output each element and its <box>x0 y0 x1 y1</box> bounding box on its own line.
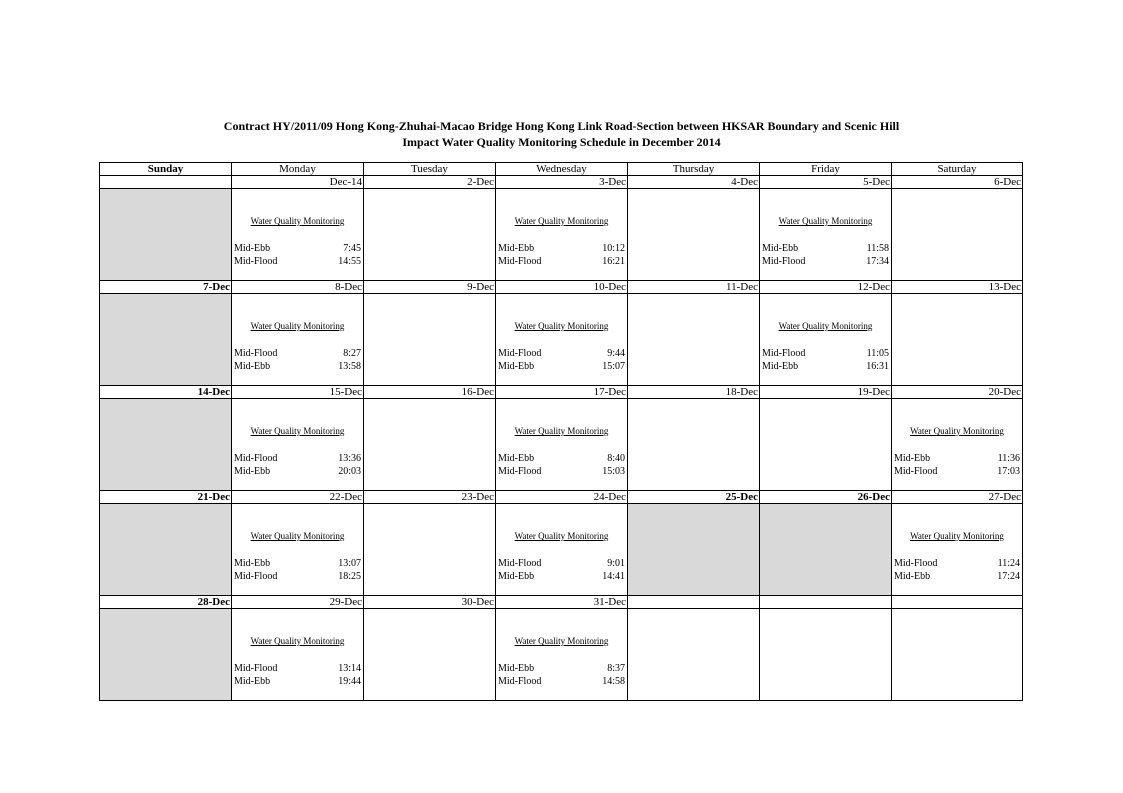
day-cell <box>364 609 496 701</box>
date-cell: 22-Dec <box>232 491 364 504</box>
day-cell <box>892 189 1023 281</box>
weekday-header-row <box>100 163 1023 176</box>
tide-time: 9:44 <box>607 348 625 359</box>
tide-name: Mid-Ebb <box>498 361 535 372</box>
weekday-header-monday: Monday <box>232 163 364 176</box>
tide-time: 11:58 <box>866 243 889 254</box>
date-cell: 20-Dec <box>892 386 1023 399</box>
monitoring-label: Water Quality Monitoring <box>250 531 345 541</box>
date-cell: 13-Dec <box>892 281 1023 294</box>
date-cell: 31-Dec <box>496 596 628 609</box>
tide-name: Mid-Ebb <box>234 361 271 372</box>
tide-row <box>234 570 361 583</box>
day-cell <box>760 189 892 281</box>
date-cell <box>100 176 232 189</box>
tide-row <box>234 360 361 373</box>
date-cell: 30-Dec <box>364 596 496 609</box>
monitoring-label: Water Quality Monitoring <box>778 216 873 226</box>
day-cell <box>364 504 496 596</box>
date-cell: 19-Dec <box>760 386 892 399</box>
tide-name: Mid-Ebb <box>234 466 271 477</box>
day-cell <box>100 399 232 491</box>
monitoring-label: Water Quality Monitoring <box>250 216 345 226</box>
monitoring-label: Water Quality Monitoring <box>910 531 1004 541</box>
tide-name: Mid-Flood <box>894 558 938 569</box>
weekday-header-thursday: Thursday <box>628 163 760 176</box>
tide-time: 11:05 <box>866 348 889 359</box>
tide-row <box>894 557 1020 570</box>
tide-time: 13:07 <box>338 558 361 569</box>
tide-row <box>498 255 625 268</box>
monitoring-label: Water Quality Monitoring <box>778 321 873 331</box>
monitoring-label: Water Quality Monitoring <box>250 636 345 646</box>
document-subtitle: Impact Water Quality Monitoring Schedule in December 2014 <box>402 135 721 149</box>
tide-time: 16:31 <box>866 361 889 372</box>
date-cell: 29-Dec <box>232 596 364 609</box>
day-cell <box>892 399 1023 491</box>
tide-name: Mid-Flood <box>498 466 542 477</box>
week-body-row <box>100 189 1023 281</box>
day-cell <box>232 294 364 386</box>
tide-time: 13:14 <box>338 663 361 674</box>
date-cell: 23-Dec <box>364 491 496 504</box>
week-date-row <box>100 176 1023 189</box>
week-body-row <box>100 399 1023 491</box>
date-cell <box>628 596 760 609</box>
date-cell: 2-Dec <box>364 176 496 189</box>
tide-name: Mid-Ebb <box>498 243 535 254</box>
tide-name: Mid-Flood <box>498 676 542 687</box>
weekday-header-wednesday: Wednesday <box>496 163 628 176</box>
date-cell: 6-Dec <box>892 176 1023 189</box>
date-cell: 24-Dec <box>496 491 628 504</box>
day-cell <box>760 504 892 596</box>
tide-row <box>762 347 889 360</box>
date-cell: 21-Dec <box>100 491 232 504</box>
tide-name: Mid-Flood <box>234 571 278 582</box>
tide-time: 17:24 <box>997 571 1020 582</box>
tide-name: Mid-Ebb <box>498 663 535 674</box>
day-cell <box>892 609 1023 701</box>
day-cell <box>628 609 760 701</box>
tide-row <box>894 465 1020 478</box>
monitoring-label: Water Quality Monitoring <box>250 321 345 331</box>
date-cell <box>892 596 1023 609</box>
tide-name: Mid-Ebb <box>234 243 271 254</box>
date-cell: 26-Dec <box>760 491 892 504</box>
date-cell: 28-Dec <box>100 596 232 609</box>
tide-row <box>234 242 361 255</box>
weekday-header-tuesday: Tuesday <box>364 163 496 176</box>
tide-row <box>498 675 625 688</box>
tide-row <box>234 662 361 675</box>
week-body-row <box>100 504 1023 596</box>
tide-time: 17:03 <box>997 466 1020 477</box>
week-body-row <box>100 294 1023 386</box>
tide-row <box>894 570 1020 583</box>
day-cell <box>496 609 628 701</box>
date-cell: 16-Dec <box>364 386 496 399</box>
tide-name: Mid-Flood <box>234 256 278 267</box>
date-cell: 8-Dec <box>232 281 364 294</box>
date-cell: 27-Dec <box>892 491 1023 504</box>
tide-name: Mid-Flood <box>234 348 278 359</box>
tide-time: 8:37 <box>607 663 625 674</box>
tide-time: 13:36 <box>338 453 361 464</box>
date-cell: 9-Dec <box>364 281 496 294</box>
tide-row <box>498 347 625 360</box>
tide-row <box>234 255 361 268</box>
day-cell <box>892 294 1023 386</box>
day-cell <box>760 609 892 701</box>
day-cell <box>628 399 760 491</box>
calendar-table <box>99 162 1023 701</box>
day-cell <box>628 189 760 281</box>
day-cell <box>364 399 496 491</box>
tide-name: Mid-Ebb <box>234 676 271 687</box>
tide-name: Mid-Flood <box>498 348 542 359</box>
date-cell: 18-Dec <box>628 386 760 399</box>
week-date-row <box>100 596 1023 609</box>
tide-row <box>762 242 889 255</box>
week-body-row <box>100 609 1023 701</box>
tide-row <box>234 452 361 465</box>
day-cell <box>100 504 232 596</box>
day-cell <box>100 294 232 386</box>
tide-time: 15:07 <box>602 361 625 372</box>
tide-time: 14:41 <box>602 571 625 582</box>
date-cell: 12-Dec <box>760 281 892 294</box>
tide-time: 11:36 <box>997 453 1020 464</box>
day-cell <box>760 399 892 491</box>
tide-row <box>498 570 625 583</box>
monitoring-label: Water Quality Monitoring <box>910 426 1004 436</box>
tide-name: Mid-Ebb <box>894 571 931 582</box>
day-cell <box>628 504 760 596</box>
tide-time: 14:58 <box>602 676 625 687</box>
week-date-row <box>100 491 1023 504</box>
monitoring-label: Water Quality Monitoring <box>514 636 609 646</box>
monitoring-label: Water Quality Monitoring <box>514 321 609 331</box>
day-cell <box>100 189 232 281</box>
date-cell: 3-Dec <box>496 176 628 189</box>
tide-name: Mid-Flood <box>498 558 542 569</box>
day-cell <box>232 399 364 491</box>
tide-row <box>498 557 625 570</box>
monitoring-label: Water Quality Monitoring <box>514 426 609 436</box>
day-cell <box>100 609 232 701</box>
tide-row <box>498 452 625 465</box>
day-cell <box>628 294 760 386</box>
weekday-header-sunday: Sunday <box>100 163 232 176</box>
date-cell: Dec-14 <box>232 176 364 189</box>
date-cell: 15-Dec <box>232 386 364 399</box>
date-cell: 7-Dec <box>100 281 232 294</box>
tide-time: 18:25 <box>338 571 361 582</box>
day-cell <box>496 399 628 491</box>
day-cell <box>232 189 364 281</box>
tide-time: 13:58 <box>338 361 361 372</box>
tide-row <box>498 242 625 255</box>
weekday-header-friday: Friday <box>760 163 892 176</box>
week-date-row <box>100 281 1023 294</box>
day-cell <box>496 189 628 281</box>
tide-row <box>234 557 361 570</box>
tide-time: 17:34 <box>866 256 889 267</box>
date-cell: 5-Dec <box>760 176 892 189</box>
week-date-row <box>100 386 1023 399</box>
date-cell: 10-Dec <box>496 281 628 294</box>
tide-time: 15:03 <box>602 466 625 477</box>
tide-name: Mid-Flood <box>762 348 806 359</box>
tide-name: Mid-Ebb <box>498 453 535 464</box>
date-cell: 11-Dec <box>628 281 760 294</box>
tide-time: 10:12 <box>602 243 625 254</box>
tide-name: Mid-Ebb <box>762 243 799 254</box>
tide-row <box>234 347 361 360</box>
monitoring-label: Water Quality Monitoring <box>514 531 609 541</box>
tide-time: 19:44 <box>338 676 361 687</box>
date-cell <box>760 596 892 609</box>
tide-row <box>234 675 361 688</box>
weekday-header-saturday: Saturday <box>892 163 1023 176</box>
tide-time: 8:40 <box>607 453 625 464</box>
tide-row <box>762 360 889 373</box>
tide-time: 8:27 <box>343 348 361 359</box>
date-cell: 4-Dec <box>628 176 760 189</box>
tide-name: Mid-Flood <box>498 256 542 267</box>
monitoring-label: Water Quality Monitoring <box>250 426 345 436</box>
date-cell: 25-Dec <box>628 491 760 504</box>
day-cell <box>364 189 496 281</box>
day-cell <box>496 504 628 596</box>
tide-name: Mid-Flood <box>762 256 806 267</box>
day-cell <box>232 609 364 701</box>
day-cell <box>232 504 364 596</box>
tide-name: Mid-Ebb <box>234 558 271 569</box>
date-cell: 14-Dec <box>100 386 232 399</box>
monitoring-label: Water Quality Monitoring <box>514 216 609 226</box>
tide-row <box>498 465 625 478</box>
tide-time: 9:01 <box>607 558 625 569</box>
document-title: Contract HY/2011/09 Hong Kong-Zhuhai-Macao Bridge Hong Kong Link Road-Section between HKSAR Boundary and Scenic Hill <box>223 119 900 133</box>
tide-name: Mid-Ebb <box>894 453 931 464</box>
tide-time: 14:55 <box>338 256 361 267</box>
day-cell <box>364 294 496 386</box>
day-cell <box>760 294 892 386</box>
tide-name: Mid-Ebb <box>498 571 535 582</box>
tide-time: 11:24 <box>997 558 1020 569</box>
tide-name: Mid-Flood <box>894 466 938 477</box>
tide-row <box>498 360 625 373</box>
tide-name: Mid-Flood <box>234 663 278 674</box>
tide-time: 16:21 <box>602 256 625 267</box>
tide-time: 20:03 <box>338 466 361 477</box>
tide-row <box>234 465 361 478</box>
tide-row <box>498 662 625 675</box>
tide-row <box>762 255 889 268</box>
tide-time: 7:45 <box>343 243 361 254</box>
tide-name: Mid-Ebb <box>762 361 799 372</box>
tide-row <box>894 452 1020 465</box>
day-cell <box>892 504 1023 596</box>
tide-name: Mid-Flood <box>234 453 278 464</box>
date-cell: 17-Dec <box>496 386 628 399</box>
day-cell <box>496 294 628 386</box>
